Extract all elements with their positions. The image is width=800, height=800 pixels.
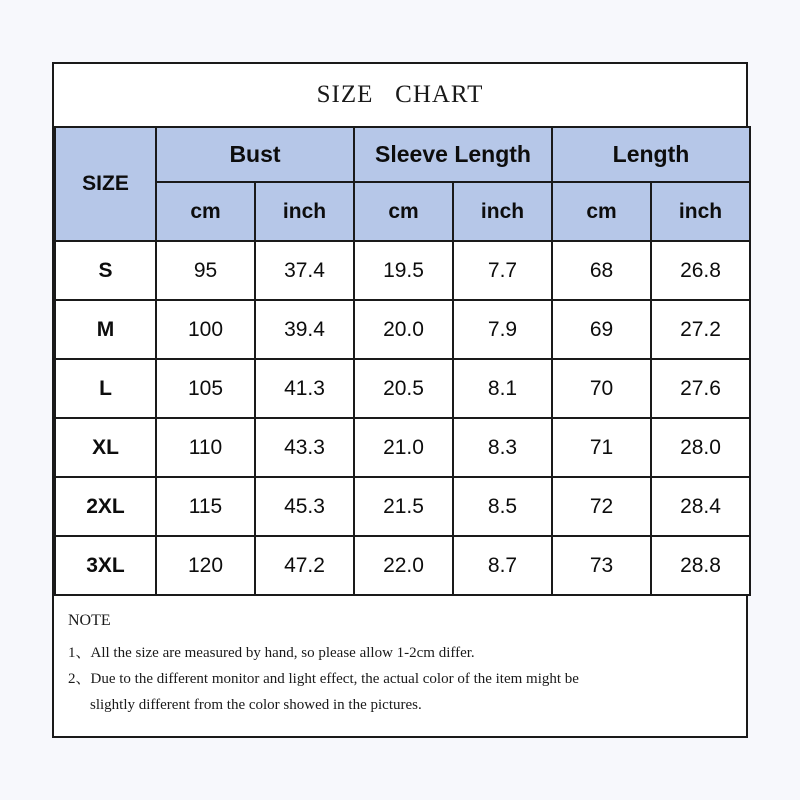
cell-bust-cm: 115: [156, 477, 255, 536]
cell-length-inch: 28.8: [651, 536, 750, 595]
cell-sleeve-cm: 21.0: [354, 418, 453, 477]
cell-sleeve-cm: 19.5: [354, 241, 453, 300]
cell-bust-cm: 110: [156, 418, 255, 477]
cell-sleeve-inch: 8.5: [453, 477, 552, 536]
cell-sleeve-inch: 7.7: [453, 241, 552, 300]
header-bust-inch: inch: [255, 182, 354, 241]
cell-bust-inch: 37.4: [255, 241, 354, 300]
row-size-label: 2XL: [55, 477, 156, 536]
table-row: [55, 241, 750, 300]
note-line-2-cont: [68, 692, 732, 718]
header-length: Length: [552, 127, 750, 182]
cell-sleeve-inch: 8.1: [453, 359, 552, 418]
note-line-1: 1、All the size are measured by hand, so please allow 1-2cm differ.: [68, 645, 475, 661]
header-bust: Bust: [156, 127, 354, 182]
cell-bust-cm: 120: [156, 536, 255, 595]
cell-length-inch: 28.0: [651, 418, 750, 477]
cell-bust-inch: 39.4: [255, 300, 354, 359]
cell-length-cm: 70: [552, 359, 651, 418]
cell-length-cm: 72: [552, 477, 651, 536]
row-size-label: XL: [55, 418, 156, 477]
header-bust-cm: cm: [156, 182, 255, 241]
header-size: SIZE: [55, 127, 156, 241]
cell-length-cm: 71: [552, 418, 651, 477]
table-row: [55, 536, 750, 595]
cell-bust-cm: 105: [156, 359, 255, 418]
cell-bust-inch: 47.2: [255, 536, 354, 595]
cell-sleeve-cm: 21.5: [354, 477, 453, 536]
header-length-cm: cm: [552, 182, 651, 241]
cell-length-inch: 28.4: [651, 477, 750, 536]
table-row: [55, 477, 750, 536]
chart-title: SIZE CHART: [316, 81, 484, 108]
cell-length-inch: 26.8: [651, 241, 750, 300]
cell-length-inch: 27.2: [651, 300, 750, 359]
size-chart-card: [52, 62, 748, 738]
cell-length-cm: 73: [552, 536, 651, 595]
header-sleeve-cm: cm: [354, 182, 453, 241]
table-header-unit-row: [55, 182, 750, 241]
table-header-group-row: [55, 127, 750, 182]
row-size-label: S: [55, 241, 156, 300]
cell-sleeve-inch: 8.7: [453, 536, 552, 595]
table-row: [55, 359, 750, 418]
cell-sleeve-cm: 20.5: [354, 359, 453, 418]
cell-bust-inch: 43.3: [255, 418, 354, 477]
header-sleeve-inch: inch: [453, 182, 552, 241]
note-line-2: 2、Due to the different monitor and light effect, the actual color of the item might be: [68, 671, 579, 687]
cell-bust-inch: 41.3: [255, 359, 354, 418]
cell-length-cm: 69: [552, 300, 651, 359]
cell-length-cm: 68: [552, 241, 651, 300]
cell-length-inch: 27.6: [651, 359, 750, 418]
cell-bust-inch: 45.3: [255, 477, 354, 536]
cell-sleeve-inch: 7.9: [453, 300, 552, 359]
row-size-label: 3XL: [55, 536, 156, 595]
note-title: NOTE: [68, 612, 111, 629]
size-chart-table: [54, 126, 751, 596]
row-size-label: L: [55, 359, 156, 418]
cell-bust-cm: 95: [156, 241, 255, 300]
cell-sleeve-cm: 20.0: [354, 300, 453, 359]
row-size-label: M: [55, 300, 156, 359]
cell-sleeve-inch: 8.3: [453, 418, 552, 477]
table-row: [55, 418, 750, 477]
note-line-2-cont-text: slightly different from the color showed in the pictures.: [90, 697, 422, 713]
note-section: [54, 596, 746, 736]
cell-sleeve-cm: 22.0: [354, 536, 453, 595]
header-sleeve-length: Sleeve Length: [354, 127, 552, 182]
header-length-inch: inch: [651, 182, 750, 241]
cell-bust-cm: 100: [156, 300, 255, 359]
table-row: [55, 300, 750, 359]
